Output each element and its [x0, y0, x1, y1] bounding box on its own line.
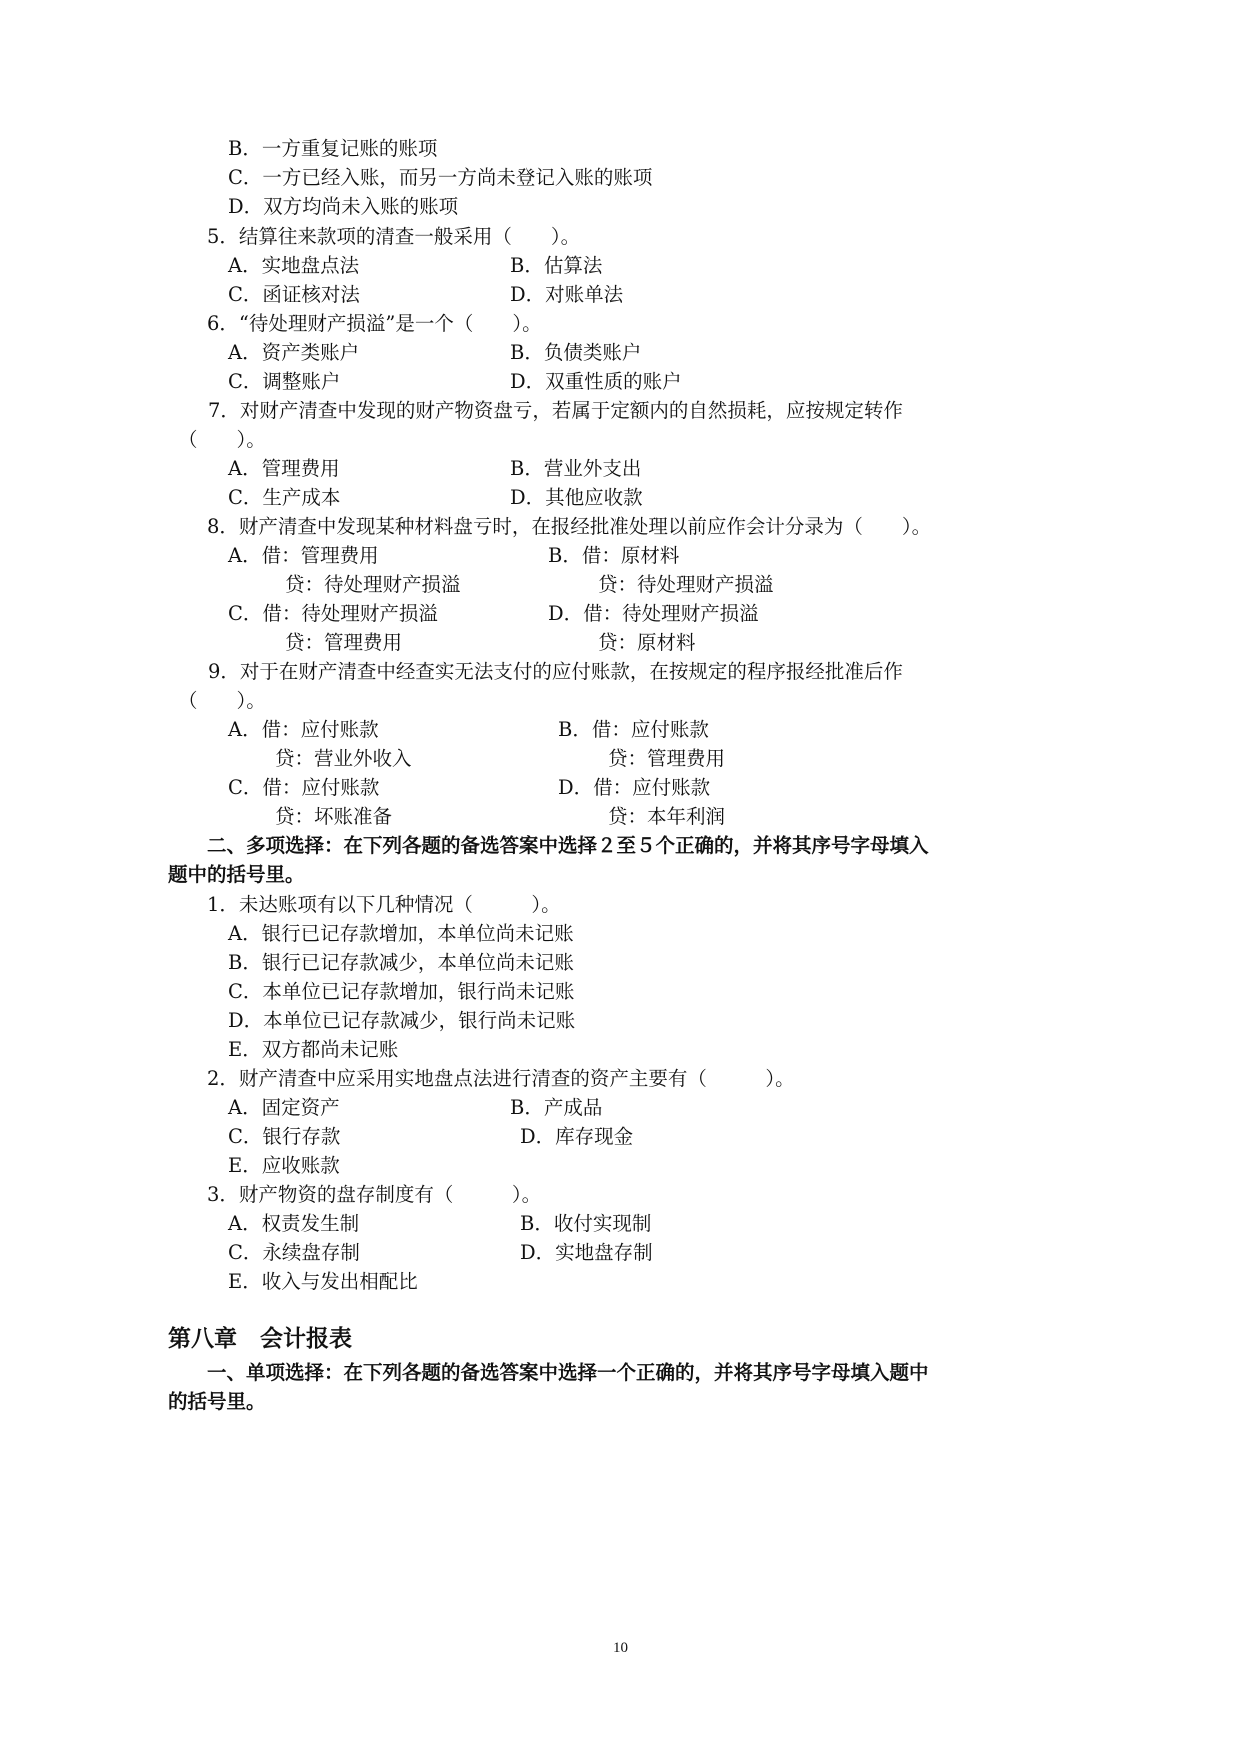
option-line: C．一方已经入账，而另一方尚未登记入账的账项 — [228, 166, 653, 189]
question-line: 6．“待处理财产损溢”是一个（ ）。 — [207, 312, 542, 335]
option-line: A．银行已记存款增加，本单位尚未记账 — [228, 922, 574, 945]
option-line: C．函证核对法 — [228, 283, 360, 306]
option-line: C．银行存款 — [228, 1125, 341, 1148]
option-line: 贷：管理费用 — [608, 747, 726, 770]
option-line: 贷：管理费用 — [285, 631, 403, 654]
option-line: D．对账单法 — [510, 283, 624, 306]
option-line: D．实地盘存制 — [520, 1241, 653, 1264]
option-line: B．一方重复记账的账项 — [228, 137, 438, 160]
option-line: 贷：待处理财产损溢 — [598, 573, 774, 596]
option-line: C．借：应付账款 — [228, 776, 380, 799]
option-line: 贷：本年利润 — [608, 805, 726, 828]
option-line: C．永续盘存制 — [228, 1241, 360, 1264]
option-line: C．调整账户 — [228, 370, 341, 393]
option-line: 贷：营业外收入 — [275, 747, 412, 770]
option-line: D．借：应付账款 — [558, 776, 711, 799]
option-line: D．双方均尚未入账的账项 — [228, 195, 459, 218]
option-line: B．估算法 — [510, 254, 603, 277]
option-line: A．实地盘点法 — [228, 254, 360, 277]
option-line: C．借：待处理财产损溢 — [228, 602, 438, 625]
question-line: 8．财产清查中发现某种材料盘亏时，在报经批准处理以前应作会计分录为（ ）。 — [207, 515, 932, 538]
option-line: B．产成品 — [510, 1096, 603, 1119]
option-line: D．借：待处理财产损溢 — [548, 602, 759, 625]
option-line: D．本单位已记存款减少，银行尚未记账 — [228, 1009, 576, 1032]
question-line: （ ）。 — [178, 428, 266, 451]
chapter-title: 第八章 会计报表 — [168, 1326, 352, 1352]
option-line: B．营业外支出 — [510, 457, 642, 480]
option-line: E．双方都尚未记账 — [228, 1038, 399, 1061]
option-line: A．固定资产 — [228, 1096, 340, 1119]
question-line: 2．财产清查中应采用实地盘点法进行清查的资产主要有（ ）。 — [207, 1067, 795, 1090]
option-line: B．负债类账户 — [510, 341, 642, 364]
option-line: B．收付实现制 — [520, 1212, 652, 1235]
section-heading: 二、多项选择：在下列各题的备选答案中选择２至５个正确的，并将其序号字母填入 — [207, 834, 929, 857]
option-line: C．生产成本 — [228, 486, 341, 509]
option-line: D．库存现金 — [520, 1125, 634, 1148]
question-line: （ ）。 — [178, 689, 266, 712]
option-line: 贷：坏账准备 — [275, 805, 393, 828]
option-line: B．借：应付账款 — [558, 718, 709, 741]
question-line: 7．对财产清查中发现的财产物资盘亏，若属于定额内的自然损耗，应按规定转作 — [208, 399, 903, 422]
option-line: A．权责发生制 — [228, 1212, 360, 1235]
option-line: A．借：管理费用 — [228, 544, 379, 567]
question-line: 9．对于在财产清查中经查实无法支付的应付账款，在按规定的程序报经批准后作 — [208, 660, 903, 683]
question-line: 3．财产物资的盘存制度有（ ）。 — [207, 1183, 542, 1206]
question-line: 5．结算往来款项的清查一般采用（ ）。 — [207, 225, 581, 248]
page-number: 10 — [613, 1640, 628, 1656]
option-line: A．管理费用 — [228, 457, 340, 480]
section-heading: 一、单项选择：在下列各题的备选答案中选择一个正确的，并将其序号字母填入题中 — [207, 1361, 929, 1384]
option-line: 贷：待处理财产损溢 — [285, 573, 461, 596]
option-line: E．收入与发出相配比 — [228, 1270, 418, 1293]
option-line: C．本单位已记存款增加，银行尚未记账 — [228, 980, 575, 1003]
option-line: A．资产类账户 — [228, 341, 360, 364]
option-line: 贷：原材料 — [598, 631, 696, 654]
section-heading: 的括号里。 — [168, 1390, 266, 1413]
option-line: E．应收账款 — [228, 1154, 340, 1177]
option-line: D．双重性质的账户 — [510, 370, 682, 393]
option-line: A．借：应付账款 — [228, 718, 379, 741]
question-line: 1．未达账项有以下几种情况（ ）。 — [207, 893, 561, 916]
option-line: B．银行已记存款减少，本单位尚未记账 — [228, 951, 574, 974]
section-heading: 题中的括号里。 — [168, 863, 305, 886]
option-line: D．其他应收款 — [510, 486, 643, 509]
option-line: B．借：原材料 — [548, 544, 680, 567]
